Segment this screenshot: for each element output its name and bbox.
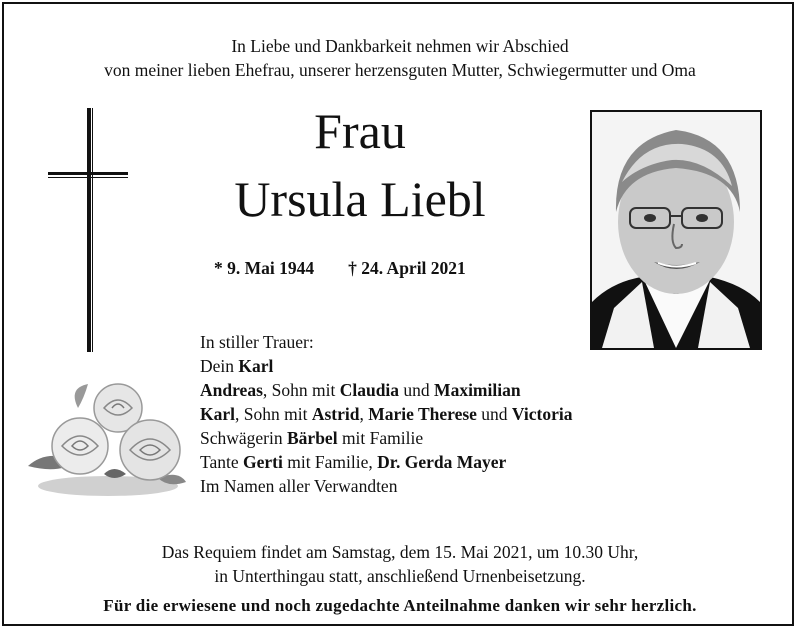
mourner-text: Schwägerin: [200, 428, 287, 448]
mourner-name: Karl: [238, 356, 274, 376]
mourner-line: [200, 330, 573, 354]
mourner-line: [200, 402, 573, 426]
mourner-text: Dein: [200, 356, 239, 376]
intro-text: [0, 34, 800, 82]
mourner-text: , Sohn mit: [235, 404, 312, 424]
requiem-line-1: Das Requiem findet am Samstag, dem 15. Mai 2021, um 10.30 Uhr,: [161, 542, 639, 562]
mourner-line: [200, 450, 573, 474]
name-title: Frau: [314, 103, 406, 159]
mourner-name: Andreas: [200, 380, 263, 400]
intro-line-1: In Liebe und Dankbarkeit nehmen wir Abschied: [231, 36, 569, 56]
mourner-name: Karl: [200, 404, 235, 424]
roses-image: [18, 378, 188, 498]
portrait-photo: [590, 110, 762, 350]
intro-line-2: von meiner lieben Ehefrau, unserer herzensguten Mutter, Schwiegermutter und Oma: [104, 60, 696, 80]
mourner-text: mit Familie,: [282, 452, 378, 472]
mourner-text: Tante: [200, 452, 243, 472]
mourner-text: ,: [359, 404, 369, 424]
death-date: † 24. April 2021: [348, 258, 466, 278]
mourner-text: , Sohn mit: [262, 380, 340, 400]
requiem-text: [0, 540, 800, 588]
mourner-line: [200, 426, 573, 450]
mourner-name: Victoria: [511, 404, 573, 424]
mourner-name: Gerti: [243, 452, 283, 472]
mourner-text: Im Namen aller Verwandten: [200, 476, 398, 496]
mourner-name: Astrid: [311, 404, 360, 424]
mourner-name: Marie Therese: [368, 404, 477, 424]
requiem-line-2: in Unterthingau statt, anschließend Urnenbeisetzung.: [214, 566, 586, 586]
mourner-line: [200, 474, 573, 498]
deceased-name: Ursula Liebl: [234, 171, 486, 227]
mourner-text: und: [399, 380, 435, 400]
life-dates: [214, 258, 466, 279]
mourner-name: Claudia: [339, 380, 400, 400]
mourner-text: mit Familie: [337, 428, 424, 448]
mourner-name: Dr. Gerda Mayer: [377, 452, 507, 472]
mourner-name: Bärbel: [287, 428, 338, 448]
mourner-line: [200, 378, 573, 402]
thanks-line: Für die erwiesene und noch zugedachte Anteilnahme danken wir sehr herzlich.: [103, 596, 697, 615]
cross-icon: [48, 108, 128, 352]
mourner-line: [200, 354, 573, 378]
mourner-text: und: [476, 404, 512, 424]
birth-date: * 9. Mai 1944: [214, 258, 315, 278]
mourner-name: Maximilian: [434, 380, 521, 400]
mourners-list: [200, 330, 573, 498]
mourner-text: In stiller Trauer:: [200, 332, 314, 352]
